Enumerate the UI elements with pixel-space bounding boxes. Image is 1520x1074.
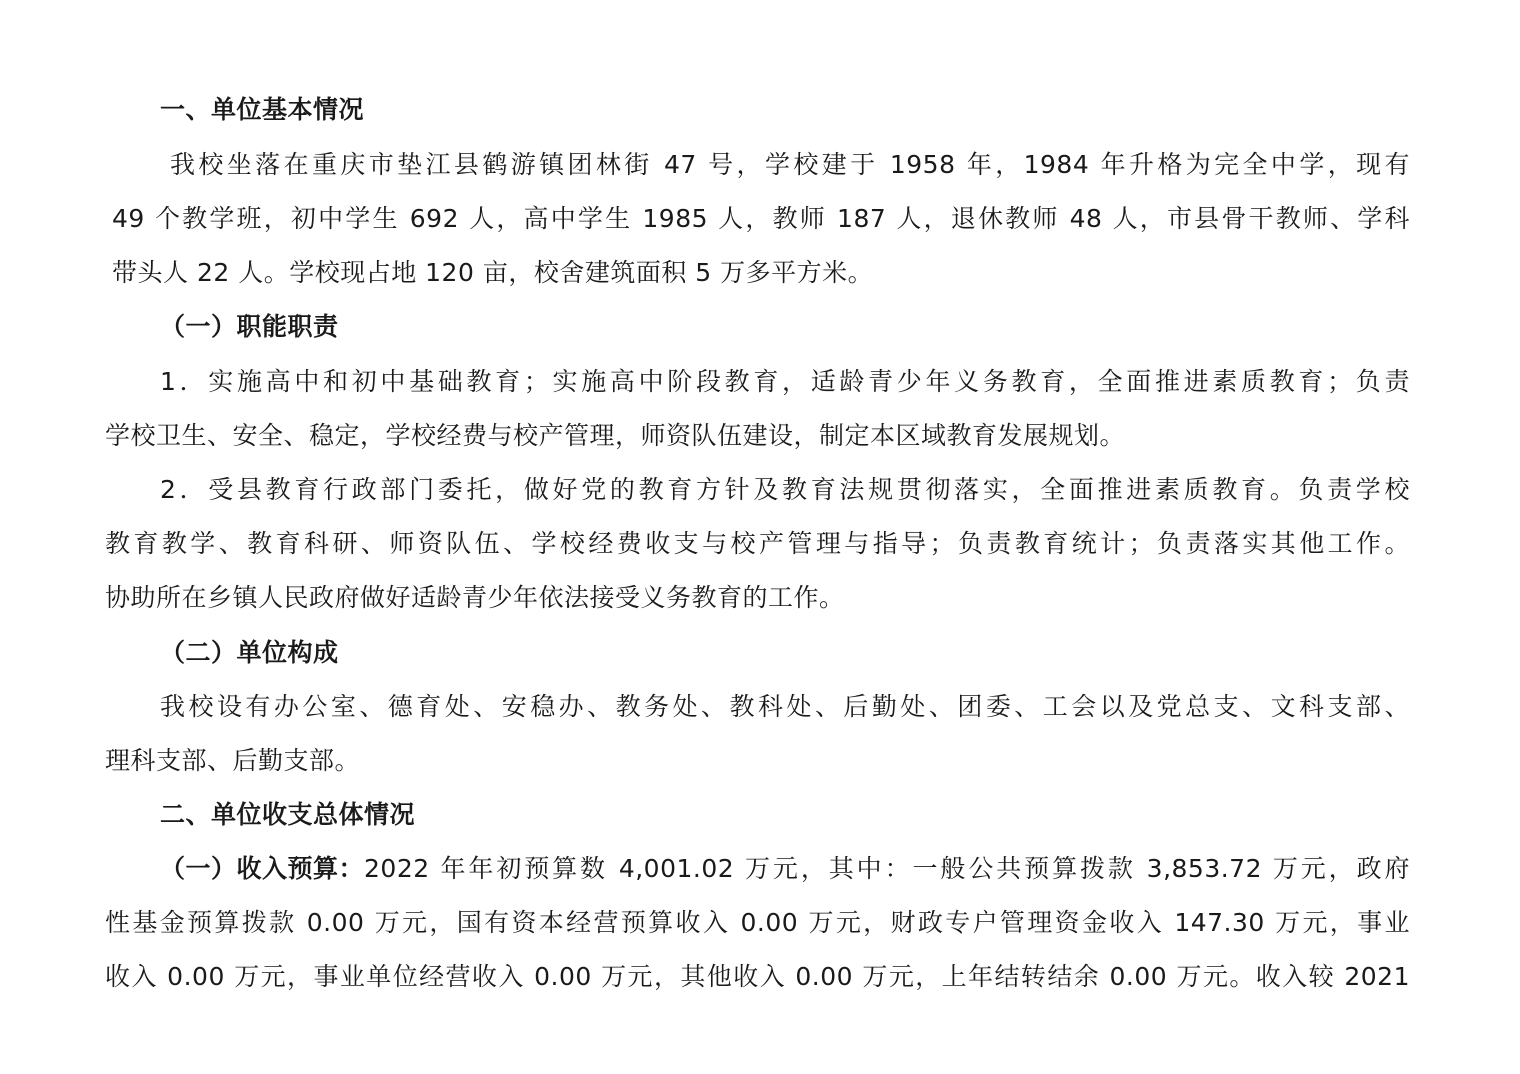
paragraph-line: 带头人 22 人。学校现占地 120 亩，校舍建筑面积 5 万多平方米。 (112, 258, 874, 287)
paragraph-line: 学校卫生、安全、稳定，学校经费与校产管理，师资队伍建设，制定本区域教育发展规划。 (105, 421, 1126, 450)
paragraph-line: 49 个教学班，初中学生 692 人，高中学生 1985 人，教师 187 人，退休教师 48 人，市县骨干教师、学科 (112, 204, 1410, 233)
paragraph-line: 收入 0.00 万元，事业单位经营收入 0.00 万元，其他收入 0.00 万元，上年结转结余 0.00 万元。收入较 2021 (105, 962, 1410, 991)
paragraph-line: 教育教学、教育科研、师资队伍、学校经费收支与校产管理与指导；负责教育统计；负责落实其他工作。 (105, 529, 1410, 558)
paragraph-line: 理科支部、后勤支部。 (105, 746, 361, 775)
paragraph-line: 性基金预算拨款 0.00 万元，国有资本经营预算收入 0.00 万元，财政专户管理资金收入 147.30 万元，事业 (105, 908, 1410, 937)
subsection-heading: （一）职能职责 (160, 312, 339, 341)
paragraph-line: 我校设有办公室、德育处、安稳办、教务处、教科处、后勤处、团委、工会以及党总支、文科支部、 (160, 692, 1410, 721)
paragraph-line: 1．实施高中和初中基础教育；实施高中阶段教育，适龄青少年义务教育，全面推进素质教育；负责 (160, 367, 1410, 396)
income-label: （一）收入预算： (160, 854, 365, 883)
section-heading: 一、单位基本情况 (160, 95, 365, 124)
paragraph-line: 2．受县教育行政部门委托，做好党的教育方针及教育法规贯彻落实，全面推进素质教育。负责学校 (160, 475, 1410, 504)
paragraph-line: 我校坐落在重庆市垫江县鹤游镇团林街 47 号，学校建于 1958 年，1984 年升格为完全中学，现有 (170, 150, 1410, 179)
paragraph-line: 协助所在乡镇人民政府做好适龄青少年依法接受义务教育的工作。 (105, 583, 845, 612)
paragraph-line (160, 849, 1410, 889)
subsection-heading: （二）单位构成 (160, 638, 339, 667)
section-heading: 二、单位收支总体情况 (160, 800, 416, 829)
income-text: 2022 年年初预算数 4,001.02 万元，其中：一般公共预算拨款 3,853.72 万元，政府 (364, 854, 1410, 883)
